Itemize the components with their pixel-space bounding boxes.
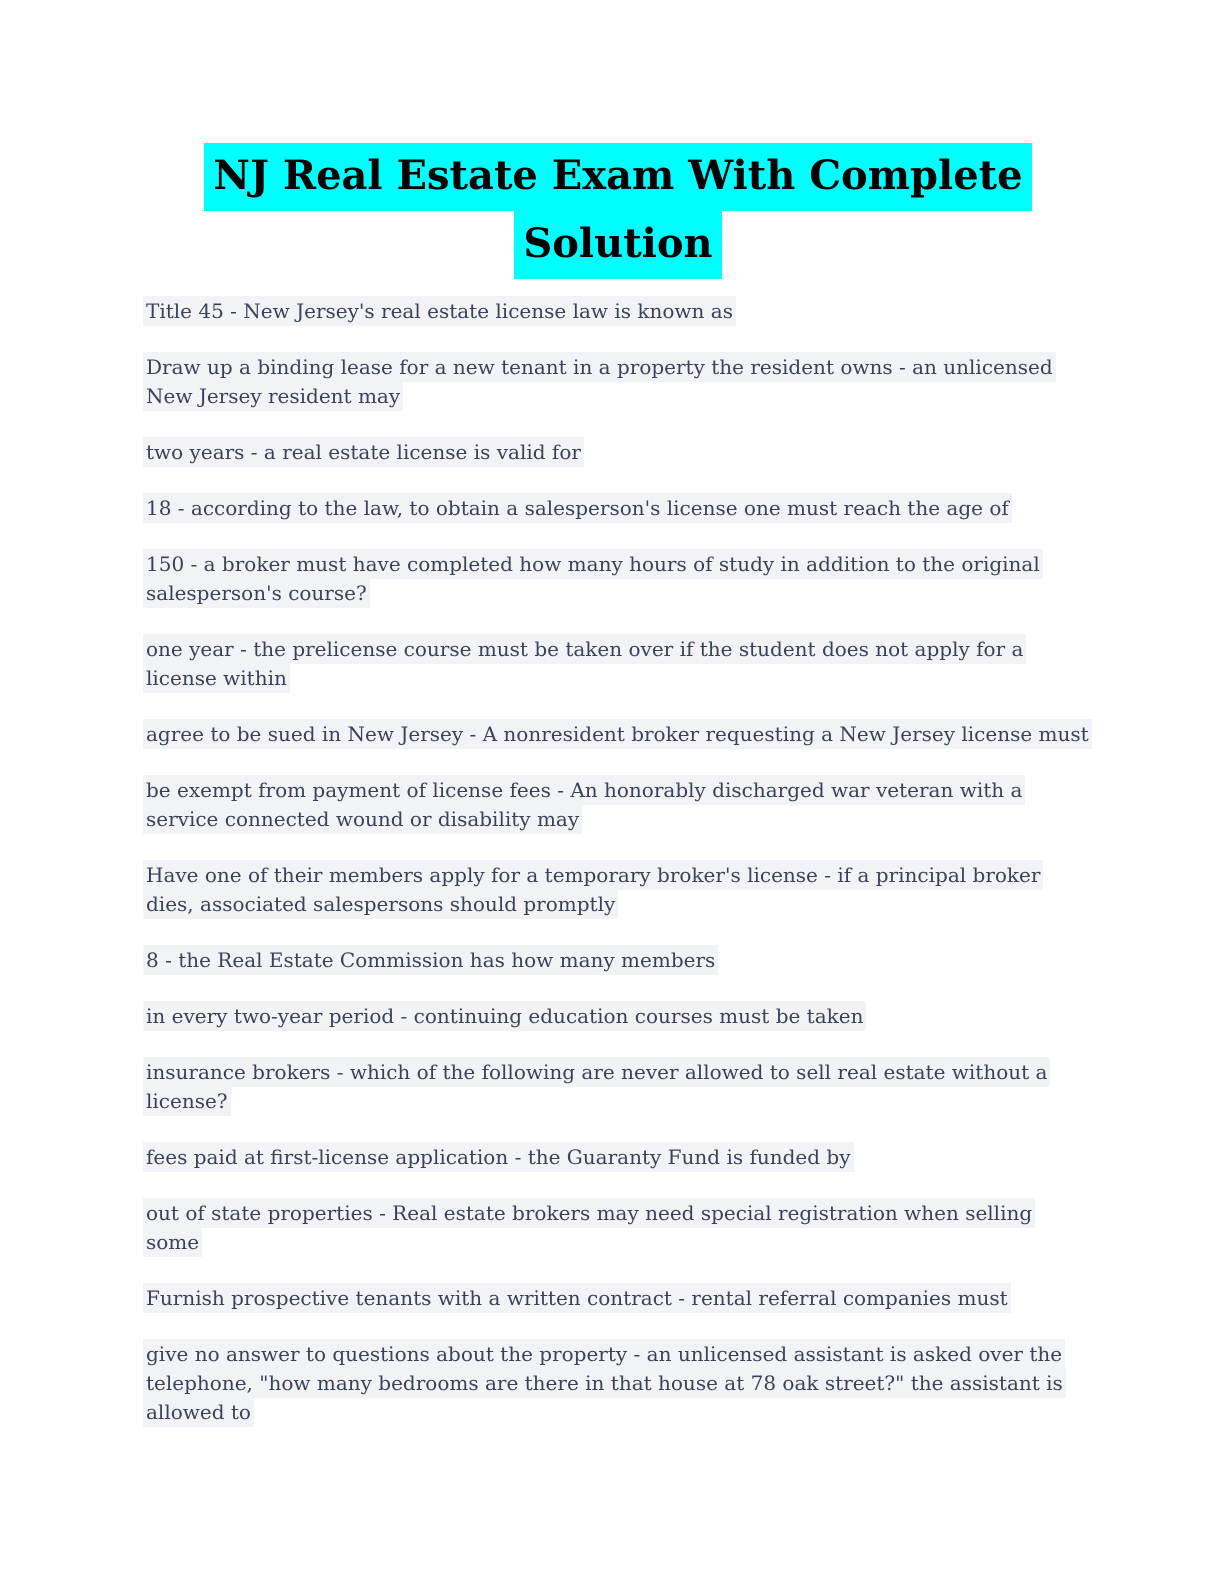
qa-item-text: Draw up a binding lease for a new tenant in a property the resident owns - an unlicensed New Jersey resident may [143,352,1056,411]
qa-item [143,635,1093,693]
qa-item-text: Title 45 - New Jersey's real estate license law is known as [143,296,736,326]
qa-item-text: Furnish prospective tenants with a written contract - rental referral companies must [143,1283,1011,1313]
qa-item-text: two years - a real estate license is valid for [143,437,584,467]
qa-item [143,353,1093,411]
qa-item [143,776,1093,834]
qa-item [143,550,1093,608]
qa-item-text: out of state properties - Real estate brokers may need special registration when selling some [143,1198,1035,1257]
qa-item-text: one year - the prelicense course must be taken over if the student does not apply for a license within [143,634,1026,693]
qa-item [143,297,1093,326]
document-title [143,143,1093,279]
qa-item [143,1002,1093,1031]
qa-item-text: be exempt from payment of license fees - An honorably discharged war veteran with a service connected wound or disability may [143,775,1025,834]
qa-item-text: 18 - according to the law, to obtain a salesperson's license one must reach the age of [143,493,1012,523]
qa-item [143,1340,1093,1427]
qa-item-text: fees paid at first-license application - the Guaranty Fund is funded by [143,1142,854,1172]
qa-item [143,494,1093,523]
qa-item [143,1284,1093,1313]
qa-item [143,1143,1093,1172]
qa-item [143,438,1093,467]
qa-item [143,946,1093,975]
qa-item-text: 8 - the Real Estate Commission has how many members [143,945,718,975]
qa-item-text: 150 - a broker must have completed how many hours of study in addition to the original salesperson's course? [143,549,1043,608]
qa-item [143,861,1093,919]
document-title-line1: NJ Real Estate Exam With Complete [204,143,1031,211]
qa-item-text: insurance brokers - which of the following are never allowed to sell real estate without a license? [143,1057,1050,1116]
qa-item-text: Have one of their members apply for a temporary broker's license - if a principal broker dies, associated salespersons should promptly [143,860,1043,919]
qa-item [143,720,1093,749]
qa-item [143,1199,1093,1257]
qa-item-text: agree to be sued in New Jersey - A nonresident broker requesting a New Jersey license must [143,719,1092,749]
qa-item-text: give no answer to questions about the property - an unlicensed assistant is asked over the telephone, "how many bedrooms are there in that house at 78 oak street?" the assistant is allowed to [143,1339,1066,1427]
qa-item [143,1058,1093,1116]
qa-list [143,297,1093,1427]
document-content [143,0,1093,1454]
qa-item-text: in every two-year period - continuing education courses must be taken [143,1001,866,1031]
document-title-line2: Solution [514,211,721,279]
